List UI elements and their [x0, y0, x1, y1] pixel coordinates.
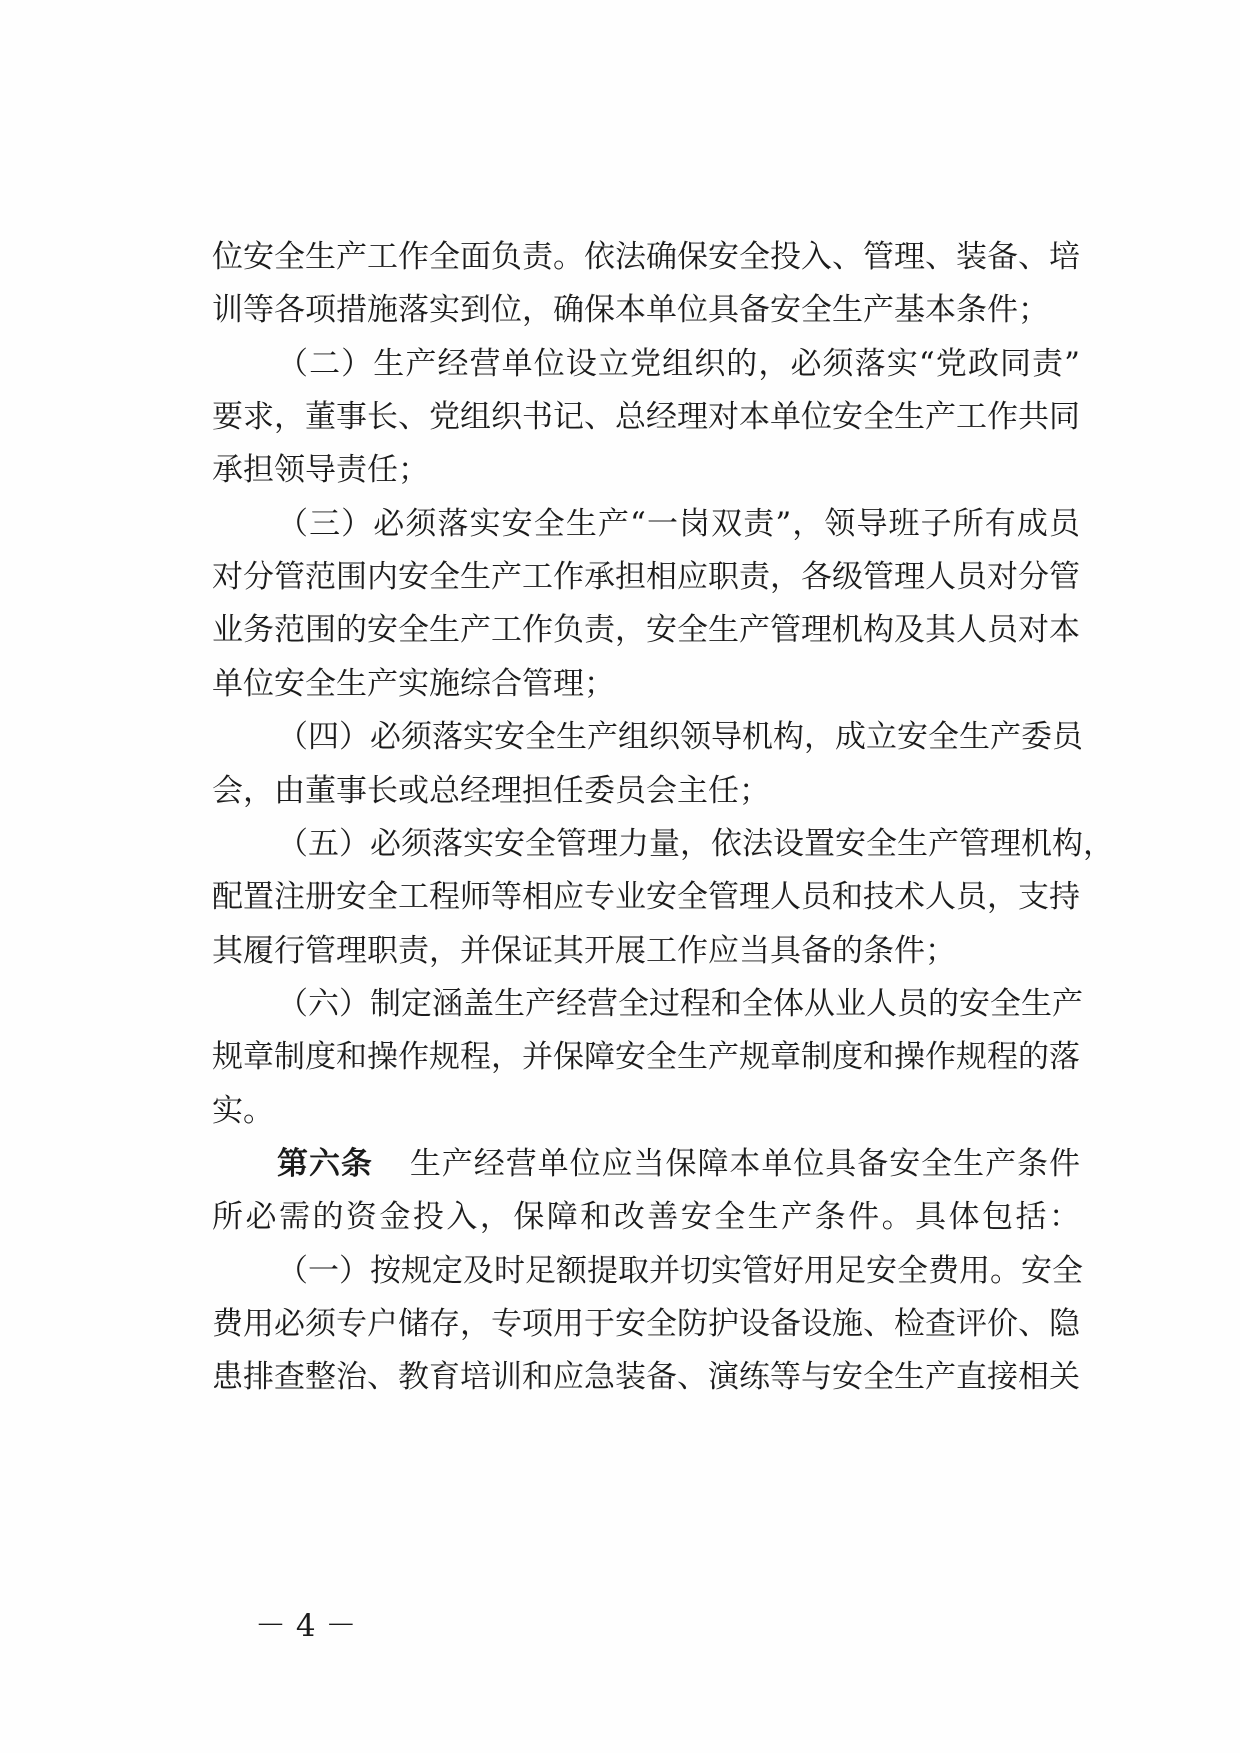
text-line: 训等各项措施落实到位，确保本单位具备安全生产基本条件； [212, 292, 1049, 328]
text-line: （二）生产经营单位设立党组织的，必须落实“党政同责” [277, 346, 1080, 382]
text-line: （三）必须落实安全生产“一岗双责”，领导班子所有成员 [277, 506, 1080, 542]
text-line: 会，由董事长或总经理担任委员会主任； [212, 773, 770, 809]
text-line: 业务范围的安全生产工作负责，安全生产管理机构及其人员对本 [212, 612, 1080, 648]
text-line: 规章制度和操作规程，并保障安全生产规章制度和操作规程的落 [212, 1039, 1080, 1075]
text-line: 要求，董事长、党组织书记、总经理对本单位安全生产工作共同 [212, 399, 1080, 435]
text-line: 实。 [212, 1093, 274, 1129]
page-number: － 4 － [255, 1608, 357, 1644]
article-6-heading: 第六条 [277, 1146, 373, 1182]
text-line: （一）按规定及时足额提取并切实管好用足安全费用。安全 [277, 1253, 1083, 1289]
text-line: 对分管范围内安全生产工作承担相应职责，各级管理人员对分管 [212, 559, 1080, 595]
text-line: 配置注册安全工程师等相应专业安全管理人员和技术人员，支持 [212, 879, 1080, 915]
text-line: （五）必须落实安全管理力量，依法设置安全生产管理机构， [277, 826, 1114, 862]
text-line: 承担领导责任； [212, 452, 429, 488]
text-line: 所必需的资金投入，保障和改善安全生产条件。具体包括： [212, 1199, 1080, 1235]
text-line: （四）必须落实安全生产组织领导机构，成立安全生产委员 [277, 719, 1083, 755]
text-line: （六）制定涵盖生产经营全过程和全体从业人员的安全生产 [277, 986, 1083, 1022]
article-6-line [277, 1144, 1080, 1184]
text-line: 位安全生产工作全面负责。依法确保安全投入、管理、装备、培 [212, 239, 1080, 275]
text-line: 费用必须专户储存，专项用于安全防护设备设施、检查评价、隐 [212, 1306, 1080, 1342]
text-line: 患排查整治、教育培训和应急装备、演练等与安全生产直接相关 [212, 1359, 1080, 1395]
article-6-text: 生产经营单位应当保障本单位具备安全生产条件 [408, 1146, 1080, 1182]
text-line: 单位安全生产实施综合管理； [212, 666, 615, 702]
text-line: 其履行管理职责，并保证其开展工作应当具备的条件； [212, 933, 956, 969]
